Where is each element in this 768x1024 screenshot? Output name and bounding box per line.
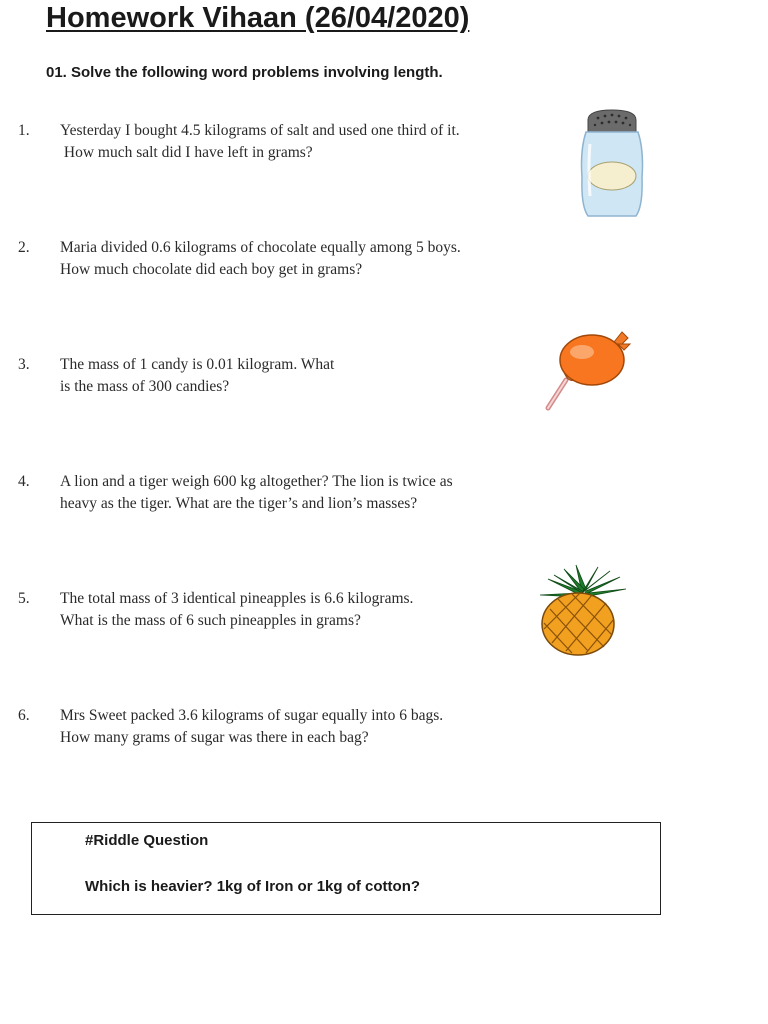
problem-text-line: How much chocolate did each boy get in grams? bbox=[60, 261, 363, 278]
problem-text-line: What is the mass of 6 such pineapples in grams? bbox=[60, 612, 361, 629]
problem-number: 5. bbox=[18, 590, 30, 607]
problem-text-line: A lion and a tiger weigh 600 kg altogether? The lion is twice as bbox=[60, 473, 453, 490]
problem-number: 3. bbox=[18, 356, 30, 373]
lollipop-icon bbox=[542, 328, 634, 412]
problem-5 bbox=[18, 588, 578, 632]
problem-text-line: How many grams of sugar was there in each bag? bbox=[60, 729, 369, 746]
problem-number: 6. bbox=[18, 707, 30, 724]
page-title: Homework Vihaan (26/04/2020) bbox=[46, 2, 470, 34]
problem-number: 2. bbox=[18, 239, 30, 256]
problem-text-line: The total mass of 3 identical pineapples is 6.6 kilograms. bbox=[60, 590, 414, 607]
problem-text-line: is the mass of 300 candies? bbox=[60, 378, 230, 395]
problem-text-line: Yesterday I bought 4.5 kilograms of salt and used one third of it. bbox=[60, 122, 460, 139]
pineapple-icon bbox=[536, 563, 628, 657]
problem-3 bbox=[18, 354, 578, 398]
problem-2 bbox=[18, 237, 578, 281]
problem-number: 4. bbox=[18, 473, 30, 490]
problem-6 bbox=[18, 705, 578, 749]
problem-text-line: How much salt did I have left in grams? bbox=[60, 144, 313, 161]
riddle-question: Which is heavier? 1kg of Iron or 1kg of cotton? bbox=[85, 878, 421, 895]
problem-text-line: The mass of 1 candy is 0.01 kilogram. What bbox=[60, 356, 335, 373]
problem-4 bbox=[18, 471, 578, 515]
problem-number: 1. bbox=[18, 122, 30, 139]
salt-shaker-icon bbox=[574, 106, 650, 220]
problem-text-line: heavy as the tiger. What are the tiger’s and lion’s masses? bbox=[60, 495, 418, 512]
instruction: 01. Solve the following word problems involving length. bbox=[46, 64, 443, 81]
problem-text-line: Mrs Sweet packed 3.6 kilograms of sugar equally into 6 bags. bbox=[60, 707, 444, 724]
riddle-title: #Riddle Question bbox=[85, 832, 209, 849]
problem-text-line: Maria divided 0.6 kilograms of chocolate equally among 5 boys. bbox=[60, 239, 461, 256]
problem-1 bbox=[18, 120, 578, 164]
riddle-box bbox=[31, 822, 661, 915]
